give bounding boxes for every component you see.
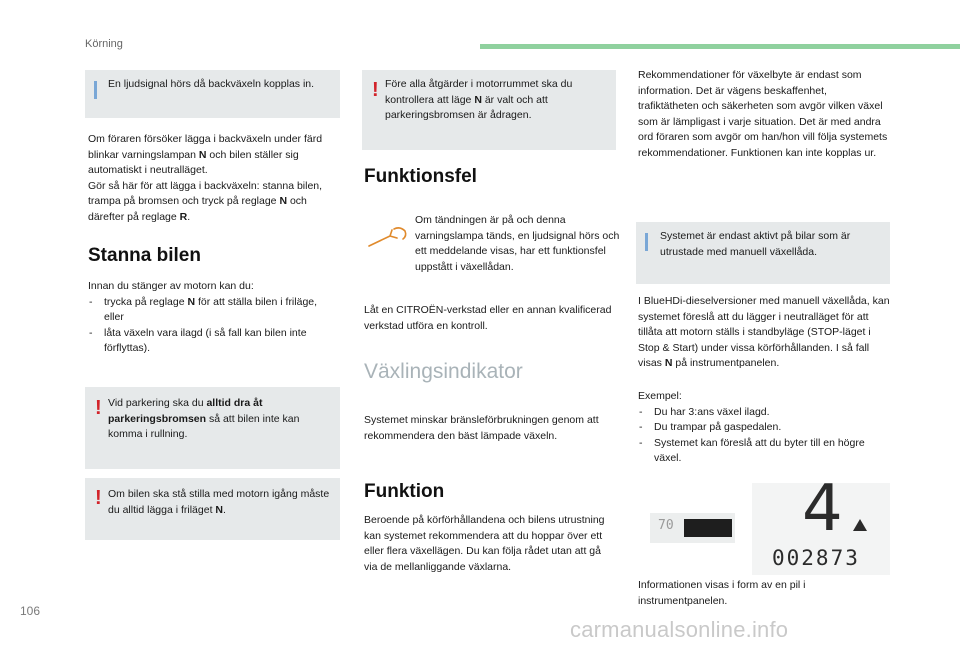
info-icon [645, 233, 648, 251]
warning-icon: ! [95, 397, 102, 419]
gear-shift-display [752, 472, 890, 575]
stop-instructions: Innan du stänger av motorn kan du: - trycka på reglage N för att ställa bilen i friläge, eller - låta växeln vara ilagd (i så fall kan bilen inte förflyttas). [88, 279, 343, 357]
list-item: - Systemet kan föreslå att du byter till en högre växel. [638, 436, 890, 467]
section-bar [480, 44, 960, 49]
function-text: Beroende på körförhållandena och bilens utrustning kan systemet rekommendera att du hoppar över ett eller flera växellägen. Du kan följa rådet utan att gå via de mellanliggande växlarna. [364, 514, 605, 573]
display-small-window [684, 519, 732, 537]
warning-box-neutral: ! Om bilen ska stå stilla med motorn igång måste du alltid lägga i friläget N. [85, 478, 340, 540]
info-text: En ljudsignal hörs då backväxeln kopplas in. [108, 78, 315, 90]
info-icon [94, 81, 97, 99]
warning-icon: ! [95, 487, 102, 509]
reverse-paragraph: Om föraren försöker lägga i backväxeln under färd blinkar varningslampan N och bilen ställer sig automatiskt i neutralläget. Gör så här för att lägga i backväxeln: stanna bilen, trampa på bromsen och tryck på reglage N och därefter på reglage R. [88, 133, 323, 223]
page-number: 106 [20, 604, 41, 618]
heading-stanna-bilen: Stanna bilen [88, 245, 201, 266]
list-item: - Du har 3:ans växel ilagd. [638, 405, 890, 421]
warning-icon: ! [372, 79, 379, 101]
caption-text: Informationen visas i form av en pil i instrumentpanelen. [638, 579, 806, 607]
example-list: Exempel: - Du har 3:ans växel ilagd. - Du trampar på gaspedalen. - Systemet kan föreslå att du byter till en högre växel. [638, 389, 890, 467]
section-title: Körning [85, 38, 123, 50]
info-box-manual: Systemet är endast aktivt på bilar som är utrustade med manuell växellåda. [636, 222, 890, 284]
bluehdi-text: I BlueHDi-dieselversioner med manuell växellåda, kan systemet föreslå att du lägger i neutralläget för att tillåta att motorn ställs i standbyläge (STOP-läget i Stop & Start) under vissa körförhållanden. I så fall visas N på instrumentpanelen. [638, 295, 890, 370]
warning-box-engine: ! Före alla åtgärder i motorrummet ska du kontrollera att läge N är valt och att parkeringsbromsen är ådragen. [362, 70, 616, 150]
info-box-reverse-signal [85, 70, 340, 118]
arrow-up-icon [853, 519, 867, 531]
recommendation-text: Rekommendationer för växelbyte är endast som information. Det är vägens beskaffenhet, trafiktätheten och säkerheten som avgör vilken växel som är lämpligast i varje situation. Det är med andra ord föraren som avgör om han/hon vill följa systemets rekommendationer. Funktionen kan inte kopplas ur. [638, 69, 888, 159]
instrument-panel-illustration [650, 513, 735, 543]
heading-vaxlingsindikator: Växlingsindikator [364, 360, 523, 383]
wrench-warning-icon [366, 225, 410, 251]
system-text: Systemet minskar bränsleförbrukningen genom att rekommendera den bäst lämpade växeln. [364, 414, 599, 442]
gear-digit: 4 [802, 472, 843, 546]
heading-funktionsfel: Funktionsfel [364, 166, 477, 187]
watermark: carmanualsonline.info [570, 617, 789, 642]
fault-text: Om tändningen är på och denna varningslampa tänds, en ljudsignal hörs och ett meddelande visas, har ett funktionsfel uppstått i växellådan. [415, 214, 620, 273]
workshop-text: Låt en CITROËN-verkstad eller en annan kvalificerad verkstad utföra en kontroll. [364, 304, 612, 332]
display-small-value: 70 [658, 518, 674, 533]
list-item: - trycka på reglage N för att ställa bilen i friläge, eller [88, 295, 343, 326]
list-item: - Du trampar på gaspedalen. [638, 420, 890, 436]
odometer: 002873 [772, 546, 860, 570]
list-item: - låta växeln vara ilagd (i så fall kan bilen inte förflyttas). [88, 326, 343, 357]
warning-box-parking: ! Vid parkering ska du alltid dra åt parkeringsbromsen så att bilen inte kan komma i rullning. [85, 387, 340, 469]
heading-funktion: Funktion [364, 481, 445, 502]
